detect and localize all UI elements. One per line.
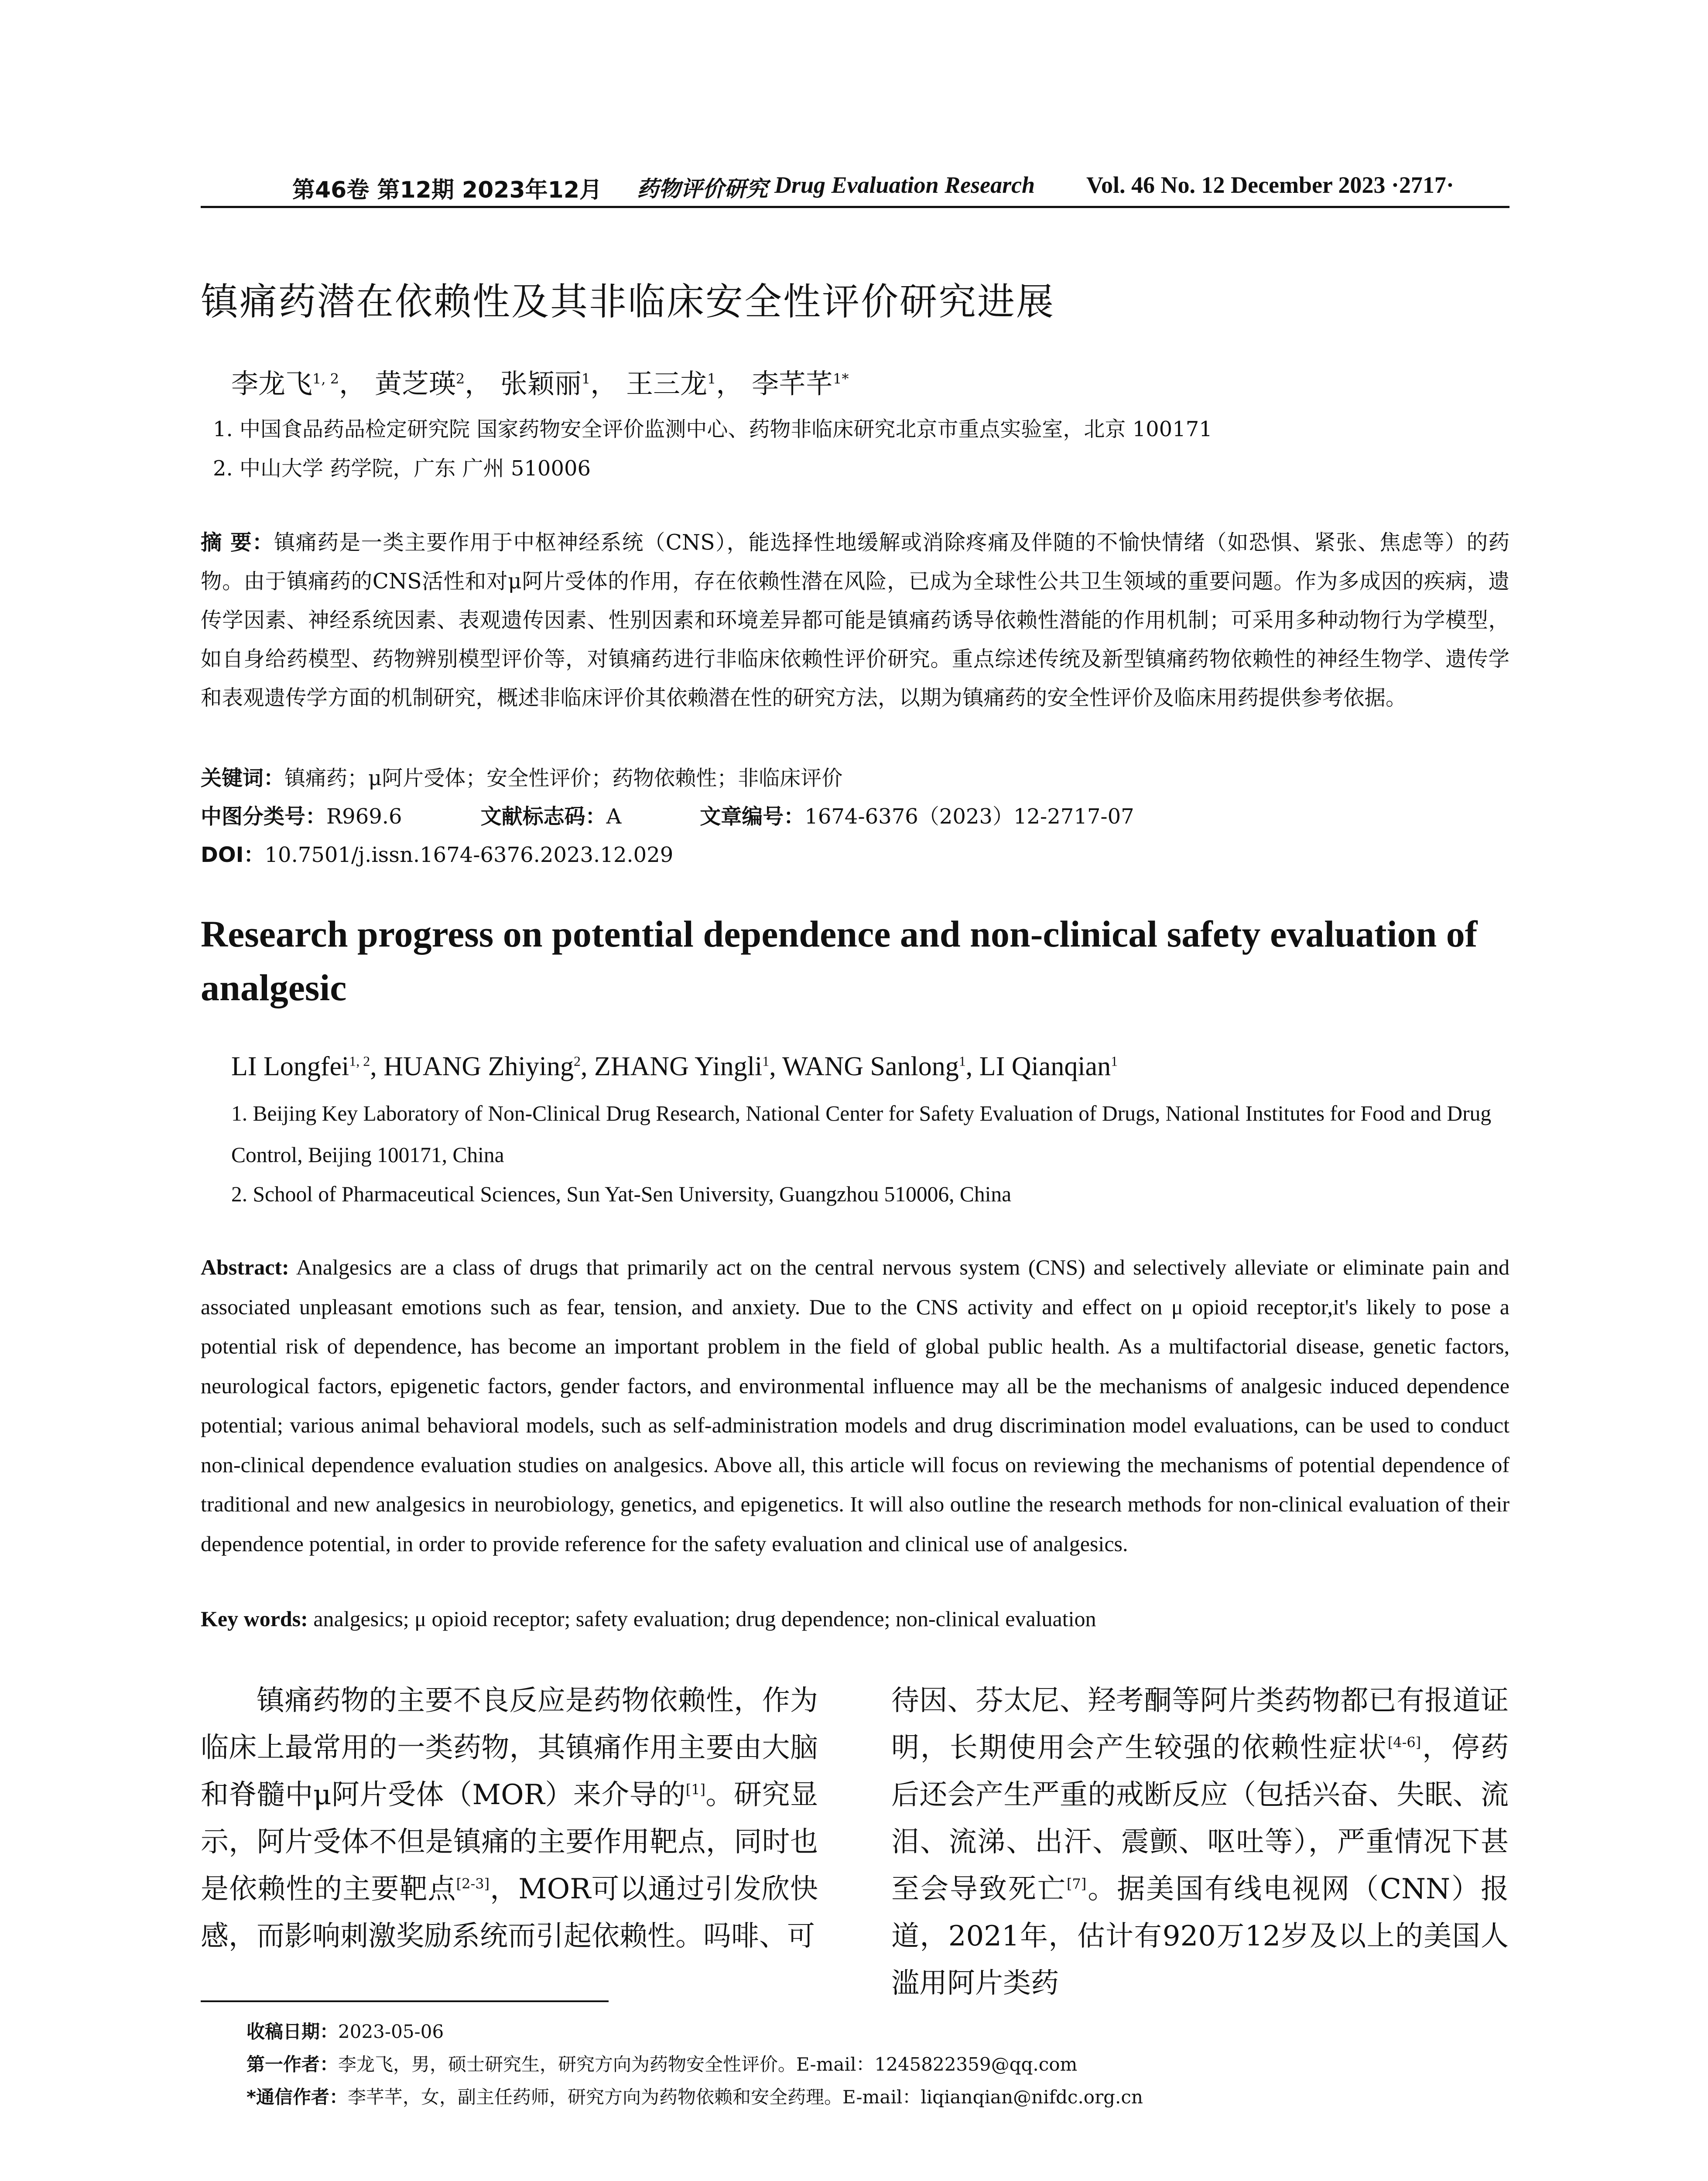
citation-ref: [7] xyxy=(1066,1875,1087,1892)
issue-info-cn: 第46卷 第12期 2023年12月 xyxy=(292,177,602,203)
journal-logo: 药物评价研究 xyxy=(637,176,768,202)
title-en: Research progress on potential dependence and non-clinical safety evaluation of analgesic xyxy=(201,913,1478,1008)
author-separator: ， xyxy=(590,368,618,400)
received-date: 2023-05-06 xyxy=(338,2021,444,2042)
article-no-value: 1674-6376（2023）12-2717-07 xyxy=(804,804,1134,829)
author-affil-mark: 1 xyxy=(762,1053,770,1069)
author-separator: , xyxy=(580,1052,594,1081)
clc-value: R969.6 xyxy=(326,804,402,829)
body-column-right xyxy=(891,1677,1509,2007)
header-rule xyxy=(201,206,1509,208)
doc-code-label: 文献标志码： xyxy=(480,804,606,829)
author-affil-mark: 1, 2 xyxy=(312,370,339,387)
author-name: 张颖丽 xyxy=(500,368,582,400)
author-affil-mark: 2 xyxy=(573,1053,581,1069)
body-text: 。研究显示，阿片受体不但是镇痛的主要作用靶点，同时也是依赖性的主要靶点 xyxy=(201,1779,818,1905)
footnote-first-author xyxy=(246,2050,1077,2076)
author-separator: , xyxy=(370,1052,384,1081)
journal-name-en: Drug Evaluation Research xyxy=(774,172,1035,198)
author-separator: ， xyxy=(339,368,366,400)
keywords-cn xyxy=(201,761,842,791)
author-name: ZHANG Yingli xyxy=(594,1052,763,1081)
author-affil-mark: 1 xyxy=(958,1053,966,1069)
author-affil-mark: 1 xyxy=(581,370,591,387)
author-name: WANG Sanlong xyxy=(782,1052,959,1081)
first-author-label: 第一作者： xyxy=(246,2054,339,2075)
body-text: ，停药后还会产生严重的戒断反应（包括兴奋、失眠、流泪、流涕、出汗、震颤、呕吐等），严重情况下甚至会导致死亡 xyxy=(891,1732,1509,1905)
author-separator: , xyxy=(769,1052,783,1081)
affiliation-en-1: 1. Beijing Key Laboratory of Non-Clinical Drug Research, National Center for Safety Evaluation of Drugs, National Institutes for Food and Drug Control, Beijing 100171, China xyxy=(231,1101,1492,1167)
doi-label: DOI： xyxy=(201,843,265,867)
author-separator: ， xyxy=(465,368,492,400)
corresponding-label: *通信作者： xyxy=(246,2086,348,2108)
abstract-label-cn: 摘 要： xyxy=(201,530,274,555)
author-affil-mark: 1* xyxy=(833,370,849,387)
body-text: 镇痛药物的主要不良反应是药物依赖性，作为临床上最常用的一类药物，其镇痛作用主要由大脑和脊髓中μ阿片受体（MOR）来介导的 xyxy=(201,1685,818,1811)
body-text: 。据美国有线电视网（CNN）报道，2021年，估计有920万12岁及以上的美国人滥用阿片类药 xyxy=(891,1873,1509,2000)
body-text: ，MOR可以通过引发欣快感，而影响刺激奖励系统而引起依赖性。吗啡、可 xyxy=(201,1873,818,1952)
author-affil-mark: 1 xyxy=(707,370,716,387)
body-column-left xyxy=(201,1677,818,1960)
abstract-cn xyxy=(201,523,1509,718)
author-name: 李龙飞 xyxy=(231,368,313,400)
footnote-corresponding xyxy=(246,2083,1143,2109)
abstract-en xyxy=(201,1248,1509,1563)
abstract-text-cn: 镇痛药是一类主要作用于中枢神经系统（CNS），能选择性地缓解或消除疼痛及伴随的不愉快情绪（如恐惧、紧张、焦虑等）的药物。由于镇痛药的CNS活性和对μ阿片受体的作用，存在依赖性潜在风险，已成为全球性公共卫生领域的重要问题。作为多成因的疾病，遗传学因素、神经系统因素、表观遗传因素、性别因素和环境差异都可能是镇痛药诱导依赖性潜能的作用机制；可采用多种动物行为学模型，如自身给药模型、药物辨别模型评价等，对镇痛药进行非临床依赖性评价研究。重点综述传统及新型镇痛药物依赖性的神经生物学、遗传学和表观遗传学方面的机制研究，概述非临床评价其依赖潜在性的研究方法，以期为镇痛药的安全性评价及临床用药提供参考依据。 xyxy=(201,530,1509,710)
classification-line xyxy=(201,800,1134,830)
citation-ref: [2-3] xyxy=(456,1875,490,1892)
abstract-text-en: Analgesics are a class of drugs that primarily act on the central nervous system (CNS) and selectively alleviate or eliminate pain and associated unpleasant emotions such as fear, tension, and anxiety. Due to the CNS activity and effect on μ opioid receptor,it's likely to pose a potential risk of dependence, has become an important problem in the field of global public health. As a multifactorial disease, genetic factors, neurological factors, epigenetic factors, gender factors, and environmental influence may all be the mechanisms of analgesic induced dependence potential; various animal behavioral models, such as self-administration models and drug discrimination model evaluations, can be used to conduct non-clinical dependence evaluation studies on analgesics. Above all, this article will focus on reviewing the mechanisms of potential dependence of traditional and new analgesics in neurobiology, genetics, and epigenetics. It will also outline the research methods for non-clinical evaluation of their dependence potential, in order to provide reference for the safety evaluation and clinical use of analgesics. xyxy=(201,1255,1510,1556)
author-name: 李芊芊 xyxy=(752,368,833,400)
body-text: 待因、芬太尼、羟考酮等阿片类药物都已有报道证明，长期使用会产生较强的依赖性症状 xyxy=(891,1685,1509,1764)
author-name: 王三龙 xyxy=(626,368,708,400)
author-affil-mark: 2 xyxy=(455,370,465,387)
keywords-label-cn: 关键词： xyxy=(201,766,285,790)
author-affil-mark: 1 xyxy=(1111,1053,1118,1069)
first-author-info: 李龙飞，男，硕士研究生，研究方向为药物安全性评价。E-mail：1245822359@qq.com xyxy=(338,2054,1078,2075)
author-separator: ， xyxy=(716,368,743,400)
keywords-en xyxy=(201,1606,1096,1631)
title-cn: 镇痛药潜在依赖性及其非临床安全性评价研究进展 xyxy=(201,280,1055,324)
running-header xyxy=(201,168,1509,203)
keywords-text-en: analgesics; μ opioid receptor; safety evaluation; drug dependence; non-clinical evaluation xyxy=(313,1607,1096,1631)
author-name: LI Longfei xyxy=(231,1052,349,1081)
clc-label: 中图分类号： xyxy=(201,804,327,829)
affiliation-cn-1: 1. 中国食品药品检定研究院 国家药物安全评价监测中心、药物非临床研究北京市重点实验室，北京 100171 xyxy=(213,417,1212,441)
keywords-label-en: Key words: xyxy=(201,1607,308,1631)
authors-cn xyxy=(231,362,849,401)
author-name: 黄芝瑛 xyxy=(374,368,456,400)
citation-ref: [1] xyxy=(685,1781,706,1798)
volume-page-info: Vol. 46 No. 12 December 2023 ·2717· xyxy=(1086,172,1454,198)
authors-en xyxy=(231,1051,1118,1082)
affiliation-cn-2: 2. 中山大学 药学院，广东 广州 510006 xyxy=(213,456,591,481)
author-separator: , xyxy=(965,1052,979,1081)
citation-ref: [4-6] xyxy=(1387,1734,1421,1751)
doi-line xyxy=(201,838,673,868)
corresponding-info: 李芊芊，女，副主任药师，研究方向为药物依赖和安全药理。E-mail：liqianqian@nifdc.org.cn xyxy=(347,2086,1143,2108)
abstract-label-en: Abstract: xyxy=(201,1255,289,1279)
author-affil-mark: 1, 2 xyxy=(349,1053,370,1069)
article-no-label: 文章编号： xyxy=(700,804,805,829)
keywords-text-cn: 镇痛药；μ阿片受体；安全性评价；药物依赖性；非临床评价 xyxy=(284,766,843,790)
affiliation-en-2: 2. School of Pharmaceutical Sciences, Sun Yat-Sen University, Guangzhou 510006, China xyxy=(231,1182,1012,1206)
footnote-received xyxy=(246,2017,444,2044)
author-name: HUANG Zhiying xyxy=(383,1052,574,1081)
author-name: LI Qianqian xyxy=(979,1052,1111,1081)
footnote-rule xyxy=(201,2000,609,2002)
doc-code-value: A xyxy=(606,804,622,829)
received-label: 收稿日期： xyxy=(246,2021,339,2042)
doi-value: 10.7501/j.issn.1674-6376.2023.12.029 xyxy=(264,843,674,867)
